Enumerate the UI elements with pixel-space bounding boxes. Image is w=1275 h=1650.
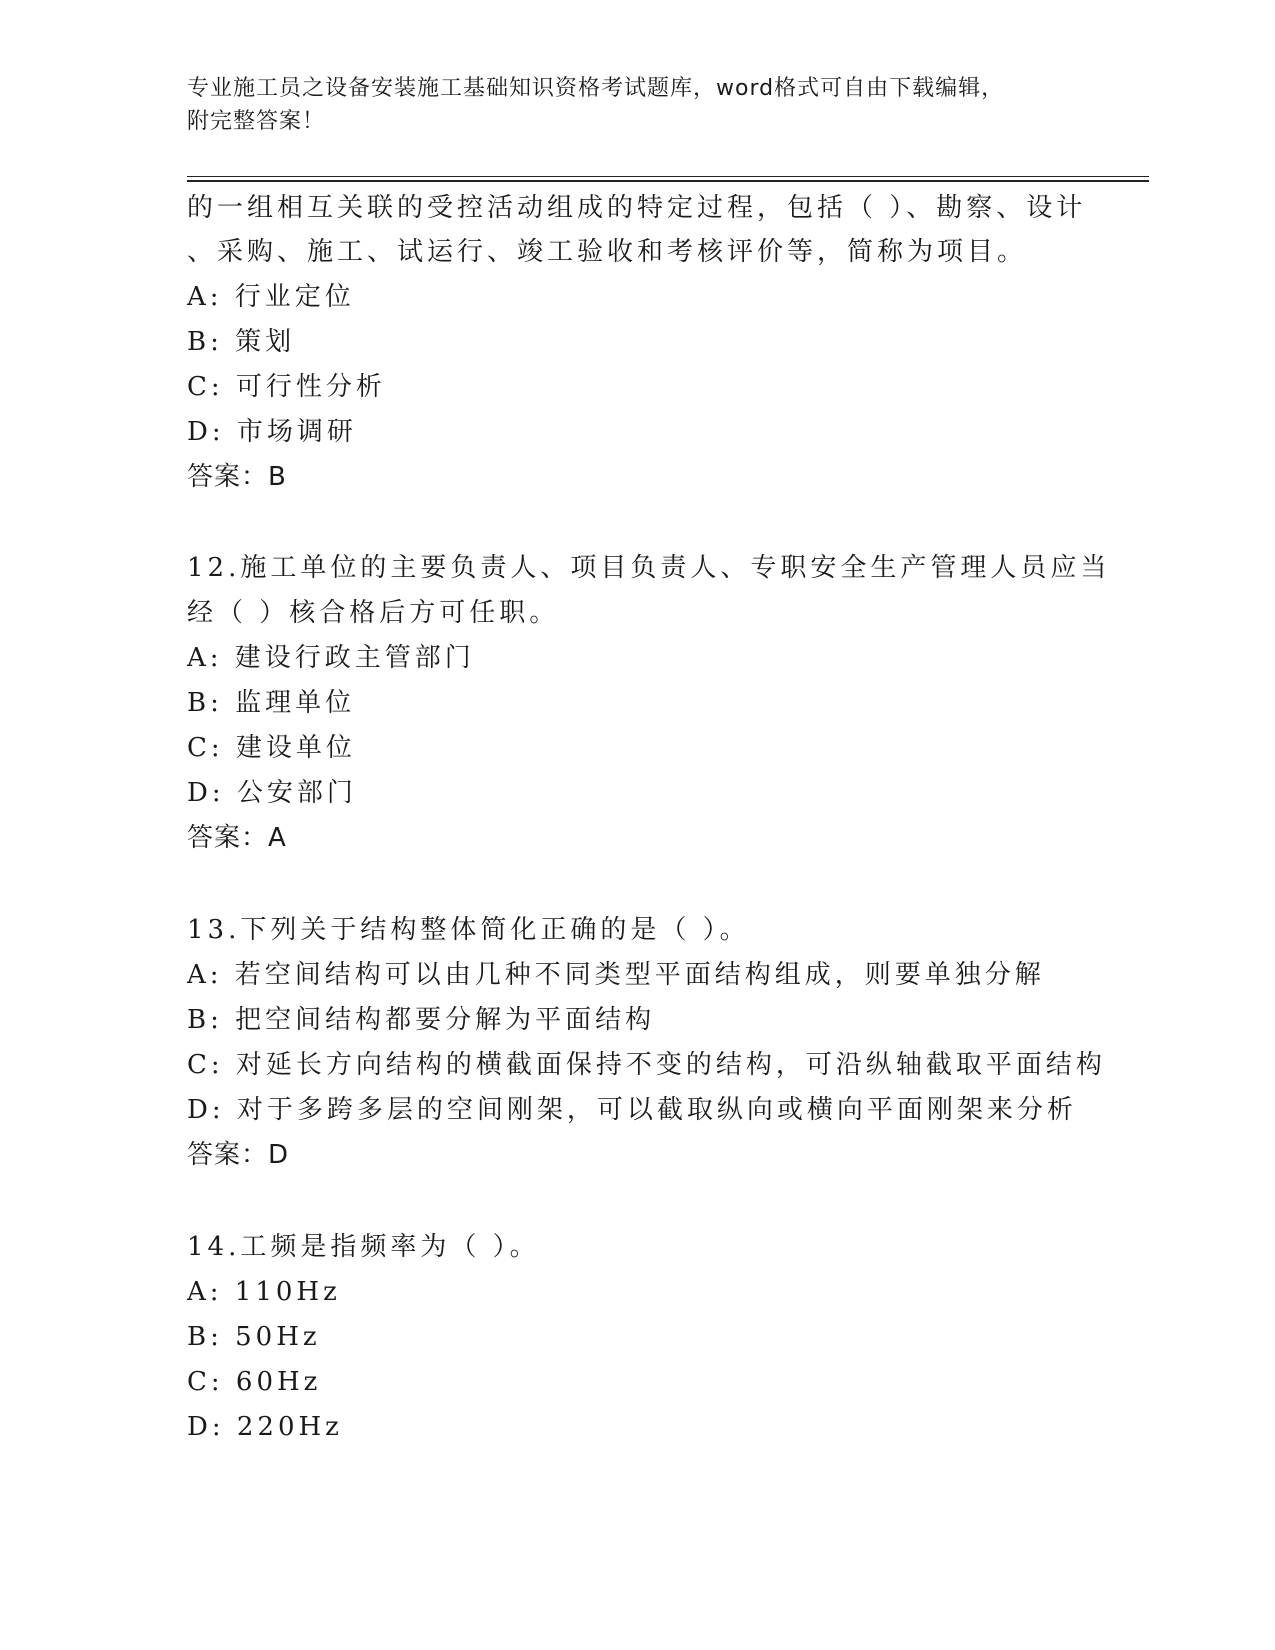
q11-stem-line-2: 、采购、施工、试运行、竣工验收和考核评价等，简称为项目。 [187, 237, 1028, 267]
q13-stem: 13.下列关于结构整体简化正确的是（ ）。 [187, 915, 750, 945]
q12-option-d: D: 公安部门 [187, 778, 357, 808]
q12-option-a: A: 建设行政主管部门 [187, 643, 475, 673]
q13-option-d: D: 对于多跨多层的空间刚架，可以截取纵向或横向平面刚架来分析 [187, 1095, 1077, 1125]
q11-option-b: B: 策划 [187, 327, 296, 357]
header-line-2: 附完整答案！ [187, 109, 326, 134]
q14-stem: 14.工频是指频率为（ ）。 [187, 1232, 540, 1262]
document-header [187, 72, 1067, 138]
q13-answer: 答案：D [187, 1140, 290, 1170]
header-divider-top [187, 176, 1149, 177]
q12-option-c: C: 建设单位 [187, 733, 356, 763]
q13-option-b: B: 把空间结构都要分解为平面结构 [187, 1005, 656, 1035]
q14-option-a: A: 110Hz [187, 1277, 341, 1307]
q12-answer: 答案：A [187, 823, 287, 853]
q14-option-b: B: 50Hz [187, 1322, 321, 1352]
q13-option-c: C: 对延长方向结构的横截面保持不变的结构，可沿纵轴截取平面结构 [187, 1050, 1106, 1080]
q14-option-c: C: 60Hz [187, 1367, 322, 1397]
q11-option-a: A: 行业定位 [187, 282, 355, 312]
header-divider-bottom [187, 180, 1149, 182]
q13-option-a: A: 若空间结构可以由几种不同类型平面结构组成，则要单独分解 [187, 960, 1045, 990]
q11-answer: 答案：B [187, 462, 287, 492]
q12-stem-line-1: 12.施工单位的主要负责人、项目负责人、专职安全生产管理人员应当 [187, 553, 1111, 583]
q12-option-b: B: 监理单位 [187, 688, 356, 718]
q12-stem-line-2: 经（ ）核合格后方可任职。 [187, 598, 560, 628]
q11-option-c: C: 可行性分析 [187, 372, 386, 402]
q11-option-d: D: 市场调研 [187, 417, 357, 447]
header-line-1: 专业施工员之设备安装施工基础知识资格考试题库，word格式可自由下载编辑， [187, 76, 1005, 101]
q11-stem-line-1: 的一组相互关联的受控活动组成的特定过程，包括（ ）、勘察、设计 [187, 193, 1087, 223]
q14-option-d: D: 220Hz [187, 1412, 343, 1442]
